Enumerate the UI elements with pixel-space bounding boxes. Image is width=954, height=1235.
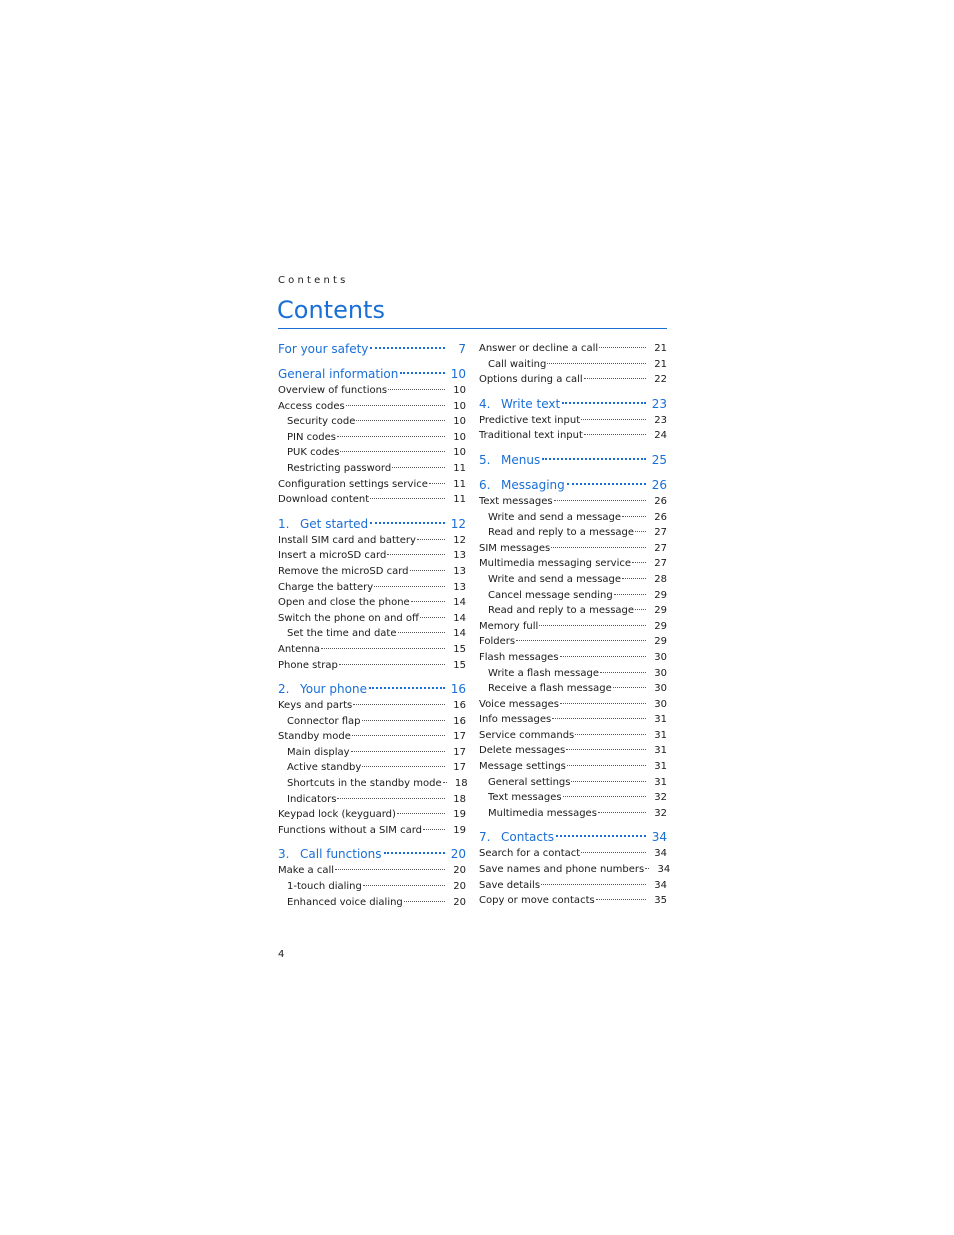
toc-entry[interactable] — [479, 862, 671, 878]
toc-page-number: 21 — [654, 358, 667, 370]
toc-subentry[interactable] — [278, 745, 466, 761]
toc-page-number: 19 — [453, 809, 466, 821]
toc-page-number: 17 — [453, 746, 466, 758]
toc-entry[interactable] — [479, 341, 667, 357]
dot-leader — [340, 451, 445, 452]
toc-subentry[interactable] — [479, 510, 667, 526]
toc-entry[interactable] — [479, 728, 667, 744]
dot-leader — [411, 601, 445, 602]
toc-subentry[interactable] — [479, 806, 667, 822]
toc-page-number: 27 — [654, 558, 667, 570]
toc-entry-title: Keys and parts — [278, 700, 353, 712]
dot-leader — [584, 434, 646, 435]
toc-page-number: 20 — [450, 847, 466, 862]
toc-page-number: 14 — [453, 612, 466, 624]
toc-page-number: 7 — [458, 342, 466, 356]
dot-leader — [560, 703, 646, 704]
dot-leader — [423, 829, 445, 830]
toc-entry[interactable] — [479, 893, 667, 909]
dot-leader — [370, 522, 445, 524]
dot-leader — [560, 656, 646, 657]
toc-entry[interactable] — [278, 477, 466, 493]
toc-subentry[interactable] — [278, 430, 466, 446]
dot-leader — [539, 625, 646, 626]
toc-subentry[interactable] — [278, 895, 466, 911]
dot-leader — [516, 640, 646, 641]
toc-entry-title: 1-touch dialing — [287, 881, 362, 893]
toc-subentry[interactable] — [479, 790, 667, 806]
toc-section-number: 3. — [278, 847, 290, 862]
toc-page-number: 31 — [654, 761, 667, 773]
toc-page-number: 11 — [453, 478, 466, 490]
dot-leader — [352, 735, 445, 736]
toc-page-number: 21 — [654, 343, 667, 354]
toc-entry-title: Phone strap — [278, 659, 338, 671]
dot-leader — [443, 782, 447, 783]
toc-entry-title: General settings — [488, 776, 571, 788]
dot-leader — [635, 609, 646, 610]
dot-leader — [567, 483, 646, 485]
toc-entry-title: Keypad lock (keyguard) — [278, 809, 396, 821]
section-gap — [278, 838, 466, 846]
toc-subentry[interactable] — [278, 760, 466, 776]
toc-entry-title: Memory full — [479, 620, 539, 632]
toc-entry-title: Active standby — [287, 762, 362, 774]
toc-entry[interactable] — [278, 823, 466, 839]
toc-entry[interactable] — [479, 619, 667, 635]
toc-entry-title: Save details — [479, 879, 541, 891]
dot-leader — [575, 734, 646, 735]
toc-page-number: 34 — [657, 864, 671, 876]
dot-leader — [563, 796, 646, 797]
toc-page-number: 26 — [654, 511, 667, 523]
toc-section-title: 6. Messaging — [479, 477, 565, 492]
toc-page-number: 13 — [453, 550, 466, 562]
dot-leader — [353, 704, 445, 705]
toc-section-heading[interactable] — [479, 396, 667, 413]
toc-entry-title: Download content — [278, 494, 370, 506]
toc-section-heading[interactable] — [278, 846, 466, 863]
toc-subentry[interactable] — [278, 461, 466, 477]
toc-entry[interactable] — [479, 650, 667, 666]
toc-page-number: 31 — [654, 776, 667, 788]
toc-entry-title: Restricting password — [287, 462, 392, 474]
dot-leader — [614, 594, 646, 595]
toc-entry-title: Info messages — [479, 714, 552, 726]
dot-leader — [632, 562, 646, 563]
toc-entry[interactable] — [278, 658, 466, 674]
toc-page-number: 11 — [453, 494, 466, 506]
dot-leader — [417, 539, 445, 540]
dot-leader — [566, 749, 646, 750]
toc-page-number: 32 — [654, 792, 667, 804]
toc-subentry[interactable] — [278, 792, 466, 808]
toc-entry[interactable] — [479, 413, 667, 429]
toc-page-number: 12 — [453, 534, 466, 546]
dot-leader — [599, 347, 646, 348]
toc-entry-title: Call waiting — [488, 358, 547, 370]
toc-section-title: 4. Write text — [479, 396, 561, 411]
dot-leader — [584, 378, 646, 379]
dot-leader — [392, 467, 445, 468]
dot-leader — [645, 868, 649, 869]
dot-leader — [387, 554, 445, 555]
toc-entry-title: Set the time and date — [287, 628, 397, 640]
dot-leader — [400, 372, 445, 374]
toc-entry-title: Search for a contact — [479, 848, 581, 860]
toc-subentry[interactable] — [479, 357, 667, 373]
dot-leader — [337, 436, 445, 437]
toc-entry[interactable] — [278, 383, 466, 399]
toc-subentry[interactable] — [479, 588, 667, 604]
toc-page-number: 29 — [654, 589, 667, 601]
toc-subentry[interactable] — [278, 776, 466, 792]
toc-subentry[interactable] — [479, 666, 667, 682]
toc-page-number: 35 — [654, 895, 667, 907]
toc-page-number: 29 — [654, 605, 667, 617]
dot-leader — [362, 766, 445, 767]
toc-entry[interactable] — [479, 697, 667, 713]
toc-entry[interactable] — [479, 428, 667, 444]
toc-page-number: 17 — [453, 762, 466, 774]
toc-page-number: 34 — [654, 848, 667, 860]
toc-entry[interactable] — [479, 743, 667, 759]
toc-entry[interactable] — [479, 541, 667, 557]
toc-page-number: 10 — [450, 367, 466, 381]
toc-entry-title: Security code — [287, 416, 356, 428]
toc-section-title: 2. Your phone — [278, 682, 367, 697]
toc-entry-title: Message settings — [479, 761, 566, 773]
dot-leader — [596, 899, 646, 900]
toc-section-heading[interactable] — [278, 516, 466, 533]
toc-page-number: 23 — [651, 396, 667, 411]
toc-entry-title: Functions without a SIM card — [278, 824, 423, 836]
toc-entry-title: Multimedia messaging service — [479, 558, 632, 570]
toc-page-number: 13 — [453, 581, 466, 593]
toc-section-heading[interactable] — [278, 366, 466, 383]
toc-section-title: General information — [278, 367, 399, 381]
dot-leader — [321, 648, 445, 649]
page-number: 4 — [278, 949, 285, 960]
toc-subentry[interactable] — [479, 525, 667, 541]
toc-entry[interactable] — [278, 564, 466, 580]
toc-entry-title: Indicators — [287, 793, 337, 805]
toc-entry-title: Delete messages — [479, 745, 566, 757]
toc-entry-title: Traditional text input — [479, 430, 583, 442]
toc-entry-title: Receive a flash message — [488, 683, 612, 695]
toc-page-number: 28 — [654, 573, 667, 585]
toc-entry-title: Configuration settings service — [278, 478, 428, 490]
dot-leader — [552, 718, 646, 719]
toc-entry-title: Access codes — [278, 400, 345, 412]
dot-leader — [369, 687, 445, 689]
toc-entry-title: Voice messages — [479, 698, 559, 710]
toc-section-title: 5. Menus — [479, 452, 541, 467]
toc-page-number: 18 — [454, 778, 468, 790]
toc-entry-title: Connector flap — [287, 715, 361, 727]
toc-page-number: 29 — [654, 636, 667, 648]
toc-subentry[interactable] — [278, 445, 466, 461]
toc-page-number: 30 — [654, 667, 667, 679]
toc-subentry[interactable] — [278, 626, 466, 642]
toc-entry[interactable] — [278, 863, 466, 879]
page-title: Contents — [277, 296, 385, 324]
toc-page-number: 18 — [453, 793, 466, 805]
toc-entry[interactable] — [278, 580, 466, 596]
dot-leader — [339, 664, 445, 665]
toc-entry-title: Write and send a message — [488, 511, 622, 523]
toc-section-heading[interactable] — [479, 477, 667, 494]
dot-leader — [581, 852, 646, 853]
toc-page-number: 10 — [453, 400, 466, 412]
toc-entry-title: Enhanced voice dialing — [287, 896, 403, 908]
toc-page-number: 34 — [651, 830, 667, 845]
toc-section-title: For your safety — [278, 342, 369, 356]
dot-leader — [542, 458, 646, 460]
toc-page-number: 10 — [453, 416, 466, 428]
toc-section-number: 1. — [278, 516, 290, 531]
toc-entry-title: Cancel message sending — [488, 589, 613, 601]
toc-entry[interactable] — [479, 846, 667, 862]
toc-page-number: 14 — [453, 597, 466, 609]
toc-entry[interactable] — [479, 712, 667, 728]
toc-page-number: 20 — [453, 865, 466, 877]
dot-leader — [363, 885, 445, 886]
toc-subentry[interactable] — [278, 714, 466, 730]
section-gap — [278, 508, 466, 516]
toc-page-number: 30 — [654, 683, 667, 695]
toc-section-heading[interactable] — [278, 341, 466, 358]
toc-page-number: 20 — [453, 881, 466, 893]
toc-entry-title: Copy or move contacts — [479, 895, 595, 907]
dot-leader — [404, 901, 445, 902]
section-gap — [278, 358, 466, 366]
toc-section-number: 5. — [479, 452, 491, 467]
toc-page-number: 13 — [453, 565, 466, 577]
dot-leader — [337, 798, 445, 799]
toc-entry-title: Save names and phone numbers — [479, 864, 645, 876]
toc-entry-title: Remove the microSD card — [278, 565, 409, 577]
toc-entry-title: Flash messages — [479, 651, 559, 663]
toc-entry-title: Insert a microSD card — [278, 550, 387, 562]
toc-page-number: 27 — [654, 527, 667, 539]
toc-entry[interactable] — [278, 807, 466, 823]
toc-entry-title: Folders — [479, 636, 516, 648]
dot-leader — [346, 405, 445, 406]
toc-entry-title: Predictive text input — [479, 414, 581, 426]
toc-entry-title: Open and close the phone — [278, 597, 410, 609]
toc-entry-title: Text messages — [479, 495, 553, 507]
toc-subentry[interactable] — [479, 572, 667, 588]
toc-page-number: 30 — [654, 698, 667, 710]
toc-page-number: 22 — [654, 374, 667, 386]
dot-leader — [370, 347, 445, 349]
dot-leader — [351, 751, 445, 752]
toc-subentry[interactable] — [278, 879, 466, 895]
title-rule — [278, 328, 667, 329]
toc-entry-title: Read and reply to a message — [488, 527, 635, 539]
toc-entry-title: Write a flash message — [488, 667, 599, 679]
toc-page-number: 16 — [450, 682, 466, 697]
toc-page-number: 17 — [453, 731, 466, 743]
toc-entry-title: Text messages — [488, 792, 562, 804]
toc-entry-title: Make a call — [278, 865, 335, 877]
toc-column-right — [479, 341, 671, 909]
dot-leader — [370, 498, 445, 499]
toc-entry[interactable] — [278, 533, 466, 549]
dot-leader — [562, 402, 646, 404]
toc-entry-title: Write and send a message — [488, 573, 622, 585]
toc-page-number: 10 — [453, 385, 466, 396]
toc-page-number: 23 — [654, 414, 667, 426]
toc-entry[interactable] — [278, 642, 466, 658]
toc-section-title: 1. Get started — [278, 516, 369, 531]
toc-page-number: 11 — [453, 462, 466, 474]
toc-section-heading[interactable] — [479, 452, 667, 469]
dot-leader — [541, 884, 646, 885]
toc-entry[interactable] — [479, 372, 667, 388]
toc-entry-title: Service commands — [479, 729, 575, 741]
toc-entry[interactable] — [278, 729, 466, 745]
toc-entry-title: Options during a call — [479, 374, 583, 386]
toc-page-number: 32 — [654, 807, 667, 819]
toc-page-number: 25 — [651, 452, 667, 467]
toc-page-number: 20 — [453, 896, 466, 908]
toc-page-number: 24 — [654, 430, 667, 442]
toc-entry-title: Standby mode — [278, 731, 351, 743]
dot-leader — [567, 765, 646, 766]
toc-entry[interactable] — [479, 494, 667, 510]
toc-page-number: 30 — [654, 651, 667, 663]
dot-leader — [600, 672, 646, 673]
toc-entry-title: Switch the phone on and off — [278, 612, 419, 624]
toc-page-number: 27 — [654, 542, 667, 554]
toc-subentry[interactable] — [479, 603, 667, 619]
toc-entry[interactable] — [278, 492, 466, 508]
toc-page-number: 31 — [654, 714, 667, 726]
toc-entry[interactable] — [479, 556, 667, 572]
toc-section-number: 6. — [479, 477, 491, 492]
toc-page-number: 15 — [453, 659, 466, 671]
running-header: Contents — [278, 275, 349, 286]
toc-subentry[interactable] — [479, 775, 667, 791]
toc-entry-title: Main display — [287, 746, 350, 758]
dot-leader — [622, 516, 646, 517]
toc-section-heading[interactable] — [479, 829, 667, 846]
dot-leader — [547, 363, 646, 364]
toc-page-number: 34 — [654, 879, 667, 891]
dot-leader — [551, 547, 646, 548]
toc-entry[interactable] — [278, 399, 466, 415]
toc-entry[interactable] — [479, 878, 667, 894]
dot-leader — [429, 483, 445, 484]
toc-entry[interactable] — [479, 634, 667, 650]
toc-page-number: 15 — [453, 643, 466, 655]
dot-leader — [397, 813, 445, 814]
toc-page-number: 31 — [654, 729, 667, 741]
dot-leader — [556, 835, 646, 837]
toc-entry[interactable] — [278, 548, 466, 564]
toc-page-number: 19 — [453, 824, 466, 836]
dot-leader — [571, 781, 646, 782]
dot-leader — [335, 869, 445, 870]
section-gap — [479, 444, 667, 452]
toc-entry-title: PUK codes — [287, 447, 340, 459]
toc-entry[interactable] — [278, 595, 466, 611]
section-gap — [278, 673, 466, 681]
toc-entry-title: Antenna — [278, 643, 321, 655]
toc-page-number: 14 — [453, 628, 466, 640]
toc-page-number: 12 — [450, 516, 466, 531]
toc-section-title: 3. Call functions — [278, 847, 382, 862]
dot-leader — [635, 531, 646, 532]
toc-section-number: 4. — [479, 396, 491, 411]
dot-leader — [356, 420, 445, 421]
toc-entry-title: Multimedia messages — [488, 807, 597, 819]
dot-leader — [374, 586, 445, 587]
section-gap — [479, 388, 667, 396]
toc-page-number: 26 — [651, 477, 667, 492]
section-gap — [479, 821, 667, 829]
toc-subentry[interactable] — [278, 414, 466, 430]
toc-entry[interactable] — [278, 611, 466, 627]
dot-leader — [384, 852, 446, 854]
toc-entry-title: Shortcuts in the standby mode — [287, 778, 442, 790]
toc-entry-title: Install SIM card and battery — [278, 534, 416, 546]
dot-leader — [388, 389, 445, 390]
toc-section-number: 7. — [479, 830, 491, 845]
toc-entry[interactable] — [479, 759, 667, 775]
toc-page-number: 16 — [453, 700, 466, 712]
toc-entry-title: Answer or decline a call — [479, 343, 599, 354]
toc-entry[interactable] — [278, 698, 466, 714]
toc-section-heading[interactable] — [278, 681, 466, 698]
toc-subentry[interactable] — [479, 681, 667, 697]
section-gap — [479, 469, 667, 477]
dot-leader — [598, 812, 646, 813]
toc-entry-title: PIN codes — [287, 431, 336, 443]
toc-column-left — [278, 341, 466, 910]
toc-page-number: 10 — [453, 447, 466, 459]
dot-leader — [554, 500, 646, 501]
dot-leader — [420, 617, 445, 618]
toc-section-number: 2. — [278, 682, 290, 697]
toc-page-number: 10 — [453, 431, 466, 443]
dot-leader — [581, 419, 646, 420]
toc-entry-title: Charge the battery — [278, 581, 374, 593]
toc-page-number: 31 — [654, 745, 667, 757]
dot-leader — [613, 687, 646, 688]
toc-entry-title: Read and reply to a message — [488, 605, 635, 617]
toc-page-number: 29 — [654, 620, 667, 632]
dot-leader — [362, 720, 445, 721]
toc-section-title: 7. Contacts — [479, 830, 554, 845]
dot-leader — [622, 578, 646, 579]
dot-leader — [410, 570, 445, 571]
toc-page-number: 26 — [654, 495, 667, 507]
toc-entry-title: Overview of functions — [278, 385, 388, 396]
dot-leader — [398, 632, 445, 633]
toc-page-number: 16 — [453, 715, 466, 727]
toc-entry-title: SIM messages — [479, 542, 551, 554]
